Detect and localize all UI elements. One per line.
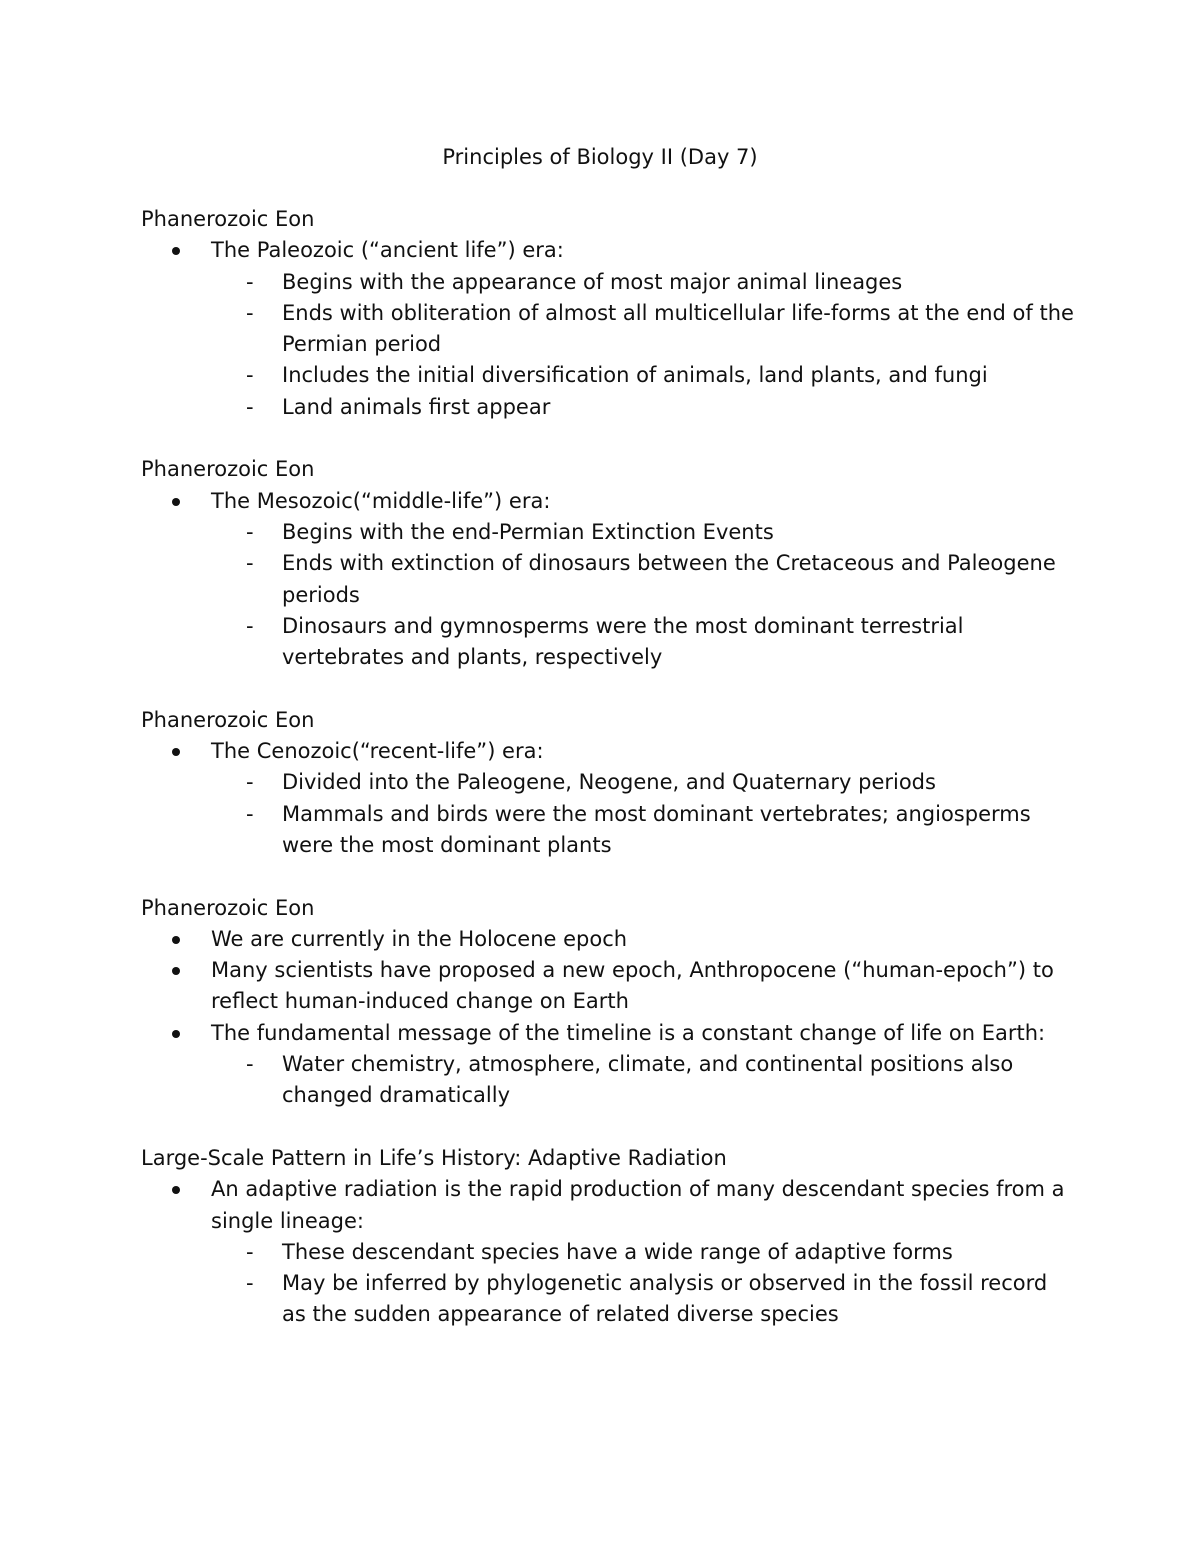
sub-item	[211, 1268, 1076, 1331]
sub-list	[211, 267, 1076, 423]
sub-item	[211, 548, 1076, 611]
bullet-text: We are currently in the Holocene epoch	[211, 926, 628, 951]
sub-item-text: These descendant species have a wide range of adaptive forms	[282, 1239, 953, 1264]
bullet-dot-icon	[172, 498, 180, 506]
outline-section	[141, 204, 1076, 423]
bullet-item	[141, 486, 1076, 674]
bullet-list	[141, 736, 1076, 861]
sub-item-text: Mammals and birds were the most dominant vertebrates; angiosperms were the most dominant plants	[282, 801, 1031, 857]
bullet-item	[141, 924, 1076, 955]
sub-list	[211, 517, 1076, 673]
bullet-dot-icon	[172, 936, 180, 944]
sub-item-text: Dinosaurs and gymnosperms were the most dominant terrestrial vertebrates and plants, respectively	[282, 613, 964, 670]
bullet-list	[141, 924, 1076, 1112]
bullet-text: Many scientists have proposed a new epoch, Anthropocene (“human-epoch”) to reflect human-induced change on Earth	[211, 958, 1054, 1014]
sub-item	[211, 799, 1076, 862]
bullet-dot-icon	[172, 967, 180, 975]
outline-section	[141, 705, 1076, 861]
bullet-dot-icon	[172, 1030, 180, 1038]
sub-item	[211, 517, 1076, 548]
bullet-dot-icon	[172, 1186, 180, 1194]
sub-list	[211, 1049, 1076, 1112]
bullet-dot-icon	[172, 748, 180, 756]
sub-item	[211, 392, 1076, 423]
bullet-item	[141, 955, 1076, 1018]
bullet-text: The fundamental message of the timeline is a constant change of life on Earth:	[211, 1020, 1046, 1045]
dash-marker-icon: -	[246, 801, 254, 826]
sub-item-text: Includes the initial diversification of animals, land plants, and fungi	[282, 363, 988, 388]
sub-item-text: Ends with extinction of dinosaurs between the Cretaceous and Paleogene periods	[282, 551, 1056, 607]
bullet-item	[141, 1018, 1076, 1112]
outline-section	[141, 454, 1076, 673]
section-heading: Phanerozoic Eon	[141, 207, 315, 231]
bullet-dot-icon	[172, 247, 180, 255]
dash-marker-icon: -	[246, 613, 254, 638]
section-heading: Large-Scale Pattern in Life’s History: Adaptive Radiation	[141, 1145, 727, 1170]
bullet-list	[141, 486, 1076, 674]
dash-marker-icon: -	[246, 519, 254, 544]
dash-marker-icon: -	[246, 394, 254, 419]
section-heading: Phanerozoic Eon	[141, 457, 315, 482]
dash-marker-icon: -	[246, 551, 254, 576]
sub-item	[211, 611, 1076, 674]
sub-item-text: Land animals first appear	[282, 394, 551, 419]
bullet-list	[141, 1174, 1076, 1330]
bullet-text: The Paleozoic (“ancient life”) era:	[211, 238, 564, 263]
bullet-item	[141, 736, 1076, 861]
section-heading: Phanerozoic Eon	[141, 895, 315, 920]
sub-item-text: Begins with the appearance of most major animal lineages	[282, 269, 903, 294]
bullet-text: The Cenozoic(“recent-life”) era:	[211, 739, 544, 764]
section-heading: Phanerozoic Eon	[141, 707, 315, 732]
sub-item	[211, 1049, 1076, 1112]
sub-item	[211, 267, 1076, 298]
sub-item	[211, 298, 1076, 361]
dash-marker-icon: -	[246, 363, 254, 388]
bullet-item	[141, 235, 1076, 423]
bullet-text: The Mesozoic(“middle-life”) era:	[211, 488, 551, 513]
dash-marker-icon: -	[246, 770, 254, 795]
sub-item-text: Divided into the Paleogene, Neogene, and Quaternary periods	[282, 770, 936, 795]
dash-marker-icon: -	[246, 269, 254, 294]
dash-marker-icon: -	[246, 1239, 254, 1264]
sub-list	[211, 767, 1076, 861]
sub-list	[211, 1237, 1076, 1331]
dash-marker-icon: -	[246, 1271, 254, 1296]
sub-item-text: Water chemistry, atmosphere, climate, and continental positions also changed dramatically	[282, 1052, 1014, 1108]
sub-item-text: May be inferred by phylogenetic analysis or observed in the fossil record as the sudden appearance of related diverse species	[282, 1271, 1048, 1327]
sub-item	[211, 767, 1076, 798]
sub-item-text: Begins with the end-Permian Extinction Events	[282, 519, 774, 544]
bullet-item	[141, 1174, 1076, 1330]
outline-section	[141, 893, 1076, 1112]
sub-item	[211, 360, 1076, 391]
document-title: Principles of Biology II (Day 7)	[442, 145, 758, 169]
bullet-text: An adaptive radiation is the rapid production of many descendant species from a single lineage:	[211, 1177, 1065, 1233]
document-body	[141, 204, 1076, 1362]
bullet-list	[141, 235, 1076, 423]
outline-section	[141, 1143, 1076, 1331]
sub-item-text: Ends with obliteration of almost all multicellular life-forms at the end of the Permian period	[282, 300, 1074, 357]
dash-marker-icon: -	[246, 1052, 254, 1077]
sub-item	[211, 1237, 1076, 1268]
dash-marker-icon: -	[246, 300, 254, 325]
